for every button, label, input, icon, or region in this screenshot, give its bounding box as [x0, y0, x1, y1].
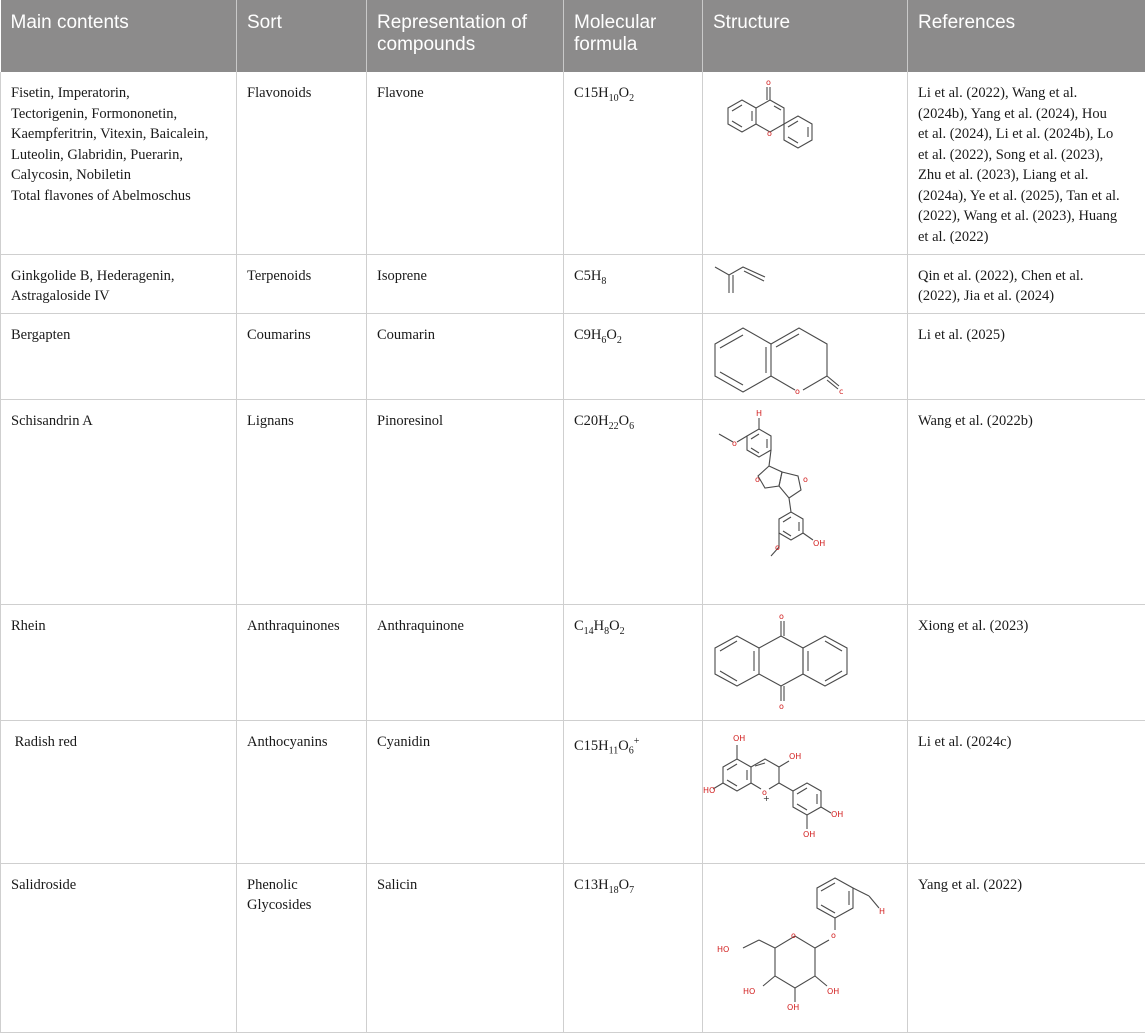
cell-sort: Terpenoids [237, 254, 367, 313]
cell-representation: Salicin [367, 863, 564, 1032]
cell-main-contents: Rhein [1, 604, 237, 720]
cell-formula: $C9H_6O_2$ [564, 313, 703, 399]
cell-structure [703, 254, 908, 313]
cell-references: Li et al. (2022), Wang et al. (2024b), Yang et al. (2024), Hou et al. (2024), Li et al. (2024b), Lo et al. (2022), Song et al. (2023), Zhu et al. (2023), Liang et al. (2024a), Ye et al. (2025), Tan et al. (2022), Wang et al. (2023), Huang et al. (2022) [908, 72, 1145, 254]
cell-main-contents: Radish red [1, 720, 237, 863]
svg-text:OH: OH [733, 734, 745, 743]
svg-text:OH: OH [803, 830, 815, 839]
anthraquinone-structure [703, 605, 908, 721]
svg-text:HO: HO [743, 987, 755, 996]
cell-representation: Cyanidin [367, 720, 564, 863]
cell-sort: Coumarins [237, 313, 367, 399]
svg-text:H: H [756, 409, 762, 418]
cell-main-contents: Salidroside [1, 863, 237, 1032]
cell-representation: Anthraquinone [367, 604, 564, 720]
cell-references: Xiong et al. (2023) [908, 604, 1145, 720]
cell-structure [703, 72, 908, 254]
table-row [1, 72, 1145, 254]
svg-text:HO: HO [717, 945, 729, 954]
table-row [1, 720, 1145, 863]
cell-sort: Anthocyanins [237, 720, 367, 863]
table-row [1, 863, 1145, 1032]
svg-text:+: + [763, 794, 770, 803]
header-references: References [908, 0, 1145, 72]
cell-formula: $C20H_{22}O_6$ [564, 399, 703, 604]
svg-text:o: o [779, 702, 784, 711]
cell-structure [703, 863, 908, 1032]
coumarin-structure [703, 314, 908, 400]
header-sort: Sort [237, 0, 367, 72]
cell-structure [703, 313, 908, 399]
cell-formula: $C_{14}H_8O_2$ [564, 604, 703, 720]
svg-text:o: o [779, 612, 784, 621]
cell-structure [703, 399, 908, 604]
svg-text:o: o [791, 931, 796, 940]
cell-sort: Phenolic Glycosides [237, 863, 367, 1032]
svg-text:o: o [755, 475, 760, 484]
cell-references: Li et al. (2024c) [908, 720, 1145, 863]
pinoresinol-structure [703, 400, 908, 605]
cell-formula: $C13H_{18}O_7$ [564, 863, 703, 1032]
cell-references: Wang et al. (2022b) [908, 399, 1145, 604]
cell-representation: Coumarin [367, 313, 564, 399]
cell-main-contents: Schisandrin A [1, 399, 237, 604]
svg-text:OH: OH [827, 987, 839, 996]
cell-references: Qin et al. (2022), Chen et al. (2022), Jia et al. (2024) [908, 254, 1145, 313]
cell-structure [703, 720, 908, 863]
table-row [1, 254, 1145, 313]
cell-references: Li et al. (2025) [908, 313, 1145, 399]
table-row [1, 604, 1145, 720]
flavone-structure [703, 72, 908, 254]
cell-main-contents: Bergapten [1, 313, 237, 399]
cell-representation: Isoprene [367, 254, 564, 313]
isoprene-structure [703, 255, 908, 314]
header-structure: Structure [703, 0, 908, 72]
header-main-contents: Main contents [1, 0, 237, 72]
svg-text:o: o [767, 129, 772, 138]
table-row [1, 399, 1145, 604]
cyanidin-structure [703, 721, 908, 864]
svg-text:o: o [766, 78, 771, 87]
cell-representation: Pinoresinol [367, 399, 564, 604]
svg-text:o: o [831, 931, 836, 940]
svg-text:OH: OH [831, 810, 843, 819]
cell-references: Yang et al. (2022) [908, 863, 1145, 1032]
header-representation: Representation of compounds [367, 0, 564, 72]
svg-text:c: c [839, 387, 843, 396]
cell-structure [703, 604, 908, 720]
table-row [1, 313, 1145, 399]
cell-sort: Anthraquinones [237, 604, 367, 720]
salicin-structure [703, 864, 908, 1033]
svg-text:o: o [775, 543, 780, 552]
svg-text:HO: HO [703, 786, 715, 795]
cell-sort: Lignans [237, 399, 367, 604]
cell-formula: $C5H_8$ [564, 254, 703, 313]
svg-text:o: o [732, 439, 737, 448]
svg-text:H: H [879, 907, 885, 916]
svg-text:o: o [795, 387, 800, 396]
header-molecular-formula: Molecular formula [564, 0, 703, 72]
svg-text:OH: OH [789, 752, 801, 761]
svg-text:o: o [762, 788, 767, 797]
cell-main-contents: Fisetin, Imperatorin, Tectorigenin, Formononetin, Kaempferitrin, Vitexin, Baicalein, Luteolin, Glabridin, Puerarin, Calycosin, Nobiletin Total flavones of Abelmoschus [1, 72, 237, 254]
svg-text:OH: OH [787, 1003, 799, 1012]
cell-representation: Flavone [367, 72, 564, 254]
cell-main-contents: Ginkgolide B, Hederagenin, Astragaloside IV [1, 254, 237, 313]
cell-formula: $C15H_{10}O_2$ [564, 72, 703, 254]
svg-text:o: o [803, 475, 808, 484]
cell-sort: Flavonoids [237, 72, 367, 254]
svg-text:OH: OH [813, 539, 825, 548]
cell-formula: $C15H_{11}O_6^+$ [564, 720, 703, 863]
header-row [1, 0, 1145, 72]
